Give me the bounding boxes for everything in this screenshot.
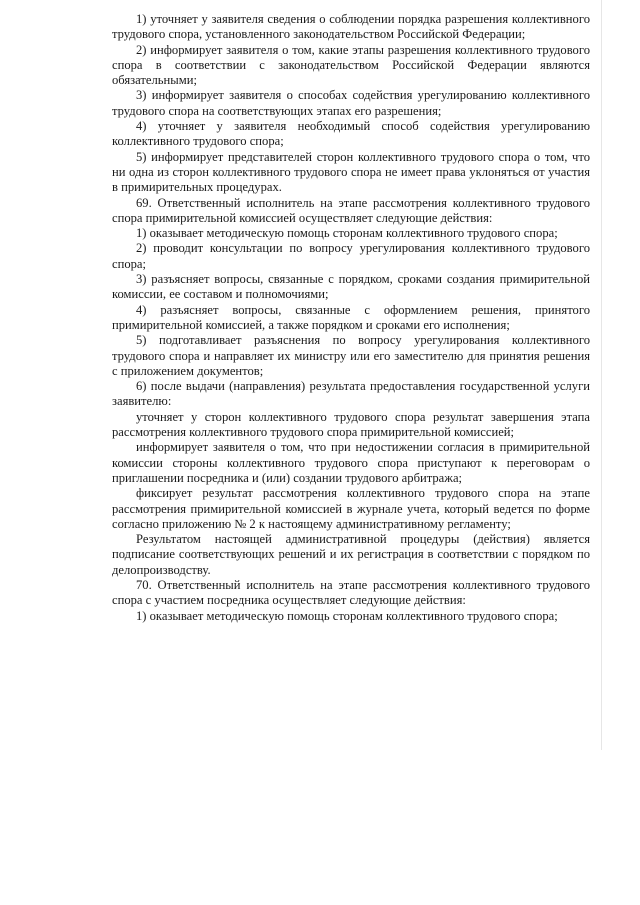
paragraph: информирует заявителя о том, что при недостижении согласия в примирительной комиссии стороны коллективного трудового спора приступают к переговорам о приглашении посредника и (или) создании трудового арбитража; (112, 440, 590, 485)
paragraph: 1) уточняет у заявителя сведения о соблюдении порядка разрешения коллективного трудового спора, установленного законодательством Российской Федерации; (112, 12, 590, 42)
paragraph: 3) разъясняет вопросы, связанные с порядком, сроками создания примирительной комиссии, ее составом и полномочиями; (112, 272, 590, 302)
paragraph: Результатом настоящей административной процедуры (действия) является подписание соответствующих решений и их регистрация в соответствии с порядком по делопроизводству. (112, 532, 590, 577)
paragraph: 4) разъясняет вопросы, связанные с оформлением решения, принятого примирительной комиссией, а также порядком и сроками его исполнения; (112, 302, 590, 332)
paragraph: 2) информирует заявителя о том, какие этапы разрешения коллективного трудового спора в соответствии с законодательством Российской Федерации являются обязательными; (112, 42, 590, 88)
paragraph: 3) информирует заявителя о способах содействия урегулированию коллективного трудового спора на соответствующих этапах его разрешения; (112, 88, 590, 118)
paragraph: уточняет у сторон коллективного трудового спора результат завершения этапа рассмотрения коллективного трудового спора примирительной комиссией; (112, 409, 590, 440)
paragraph: 5) информирует представителей сторон коллективного трудового спора о том, что ни одна из сторон коллективного трудового спора не имеет права уклоняться от участия в примирительных процедурах. (112, 149, 590, 195)
page-edge-line (601, 0, 602, 750)
paragraph: 1) оказывает методическую помощь сторонам коллективного трудового спора; (136, 226, 558, 241)
paragraph: 70. Ответственный исполнитель на этапе рассмотрения коллективного трудового спора с участием посредника осуществляет следующие действия: (112, 577, 590, 608)
paragraph: 4) уточняет у заявителя необходимый способ содействия урегулированию коллективного трудового спора; (112, 119, 590, 149)
paragraph: фиксирует результат рассмотрения коллективного трудового спора на этапе рассмотрения примирительной комиссией в журнале учета, который ведется по форме согласно приложению № 2 к настоящему административному регламенту; (112, 486, 590, 531)
paragraph: 5) подготавливает разъяснения по вопросу урегулирования коллективного трудового спора и направляет их министру или его заместителю для принятия решения с приложением документов; (112, 333, 590, 378)
paragraph: 1) оказывает методическую помощь сторонам коллективного трудового спора; (136, 608, 558, 623)
document-body (112, 12, 590, 624)
paragraph: 6) после выдачи (направления) результата предоставления государственной услуги заявителю: (112, 379, 590, 409)
paragraph: 2) проводит консультации по вопросу урегулирования коллективного трудового спора; (112, 241, 590, 271)
paragraph: 69. Ответственный исполнитель на этапе рассмотрения коллективного трудового спора примирительной комиссией осуществляет следующие действия: (112, 195, 590, 225)
